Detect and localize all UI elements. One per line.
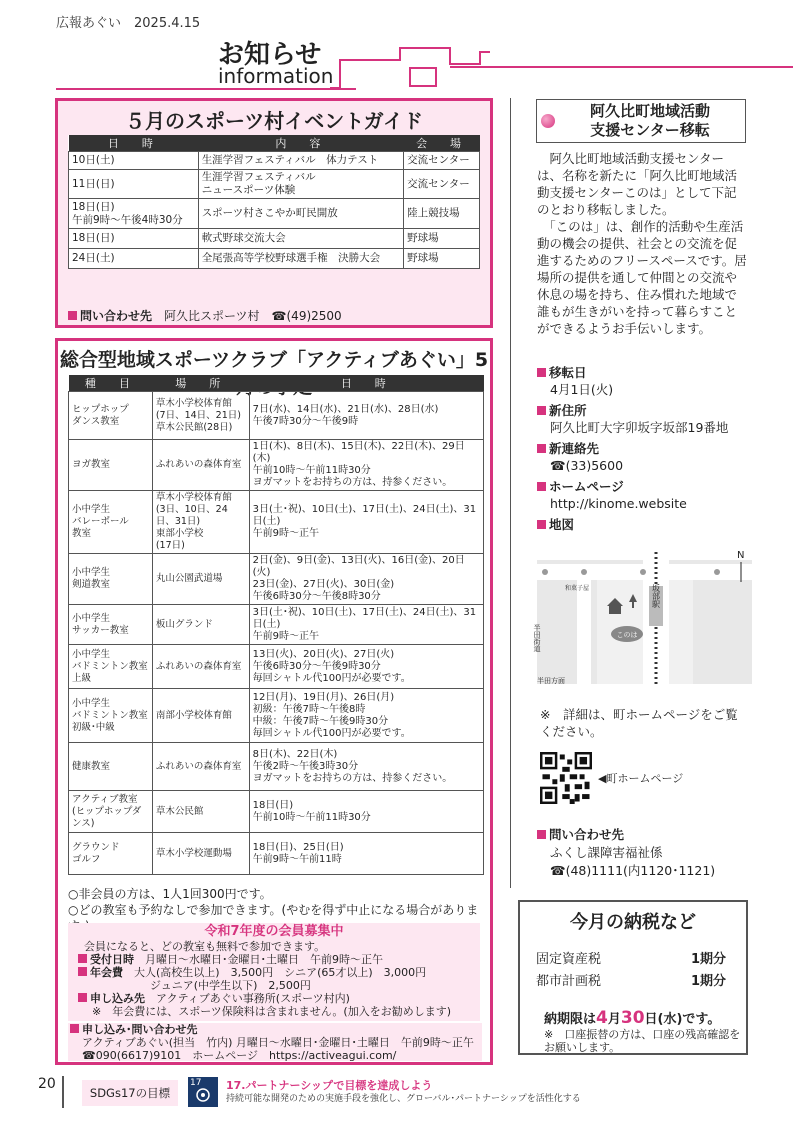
column-header: 内 容: [198, 135, 403, 152]
reception-label: 受付日時: [90, 953, 134, 966]
table-cell-event: 小中学生 剣道教室: [69, 554, 153, 605]
table-cell-place: ふれあいの森体育室: [152, 440, 249, 491]
table-cell-place: 丸山公園武道場: [152, 554, 249, 605]
item-value: ☎(33)5600: [550, 458, 624, 473]
map-station-label: 坂部駅: [651, 584, 661, 608]
active-agui-title: 総合型地域スポーツクラブ「アクティブあぐい」5: [59, 349, 489, 371]
contact-label: 問い合わせ先: [549, 827, 625, 842]
table-cell-place: 草木小学校体育館 (7日、14日、21日) 草木公民館(28日): [152, 392, 249, 440]
table-cell-event: 小中学生 バレーボール 教室: [69, 491, 153, 554]
contact-line: アクティブあぐい(担当 竹内) 月曜日～水曜日･金曜日･土曜日 午前9時～正午: [82, 1036, 474, 1049]
due-month: 4: [596, 1008, 608, 1028]
sdgs-label: SDGs17の目標: [82, 1080, 178, 1106]
item-label: ホームページ: [549, 479, 624, 494]
sports-village-table: [68, 135, 480, 269]
item-label: 新住所: [549, 403, 587, 418]
support-center-body: [537, 150, 747, 337]
homepage: [537, 478, 687, 512]
tax-due: [544, 1008, 720, 1028]
column-divider: [510, 98, 511, 888]
sdgs-description: 持続可能な開発のための実施手段を強化し、グローバル･パートナーシップを活性化する: [226, 1094, 581, 1104]
column-header: 場 所: [152, 375, 249, 392]
table-cell-place: 南部小学校体育館: [152, 689, 249, 743]
table-row: [69, 605, 484, 645]
qr-code-icon[interactable]: [540, 752, 592, 804]
location-map: [533, 550, 752, 685]
tax-name: 都市計画税: [536, 974, 602, 989]
tax-term: 1期分: [690, 952, 726, 967]
table-cell-time: 12日(月)、19日(月)、26日(月) 初級：午後7時～午後8時 中級：午後7時～午後9時30分 毎回シャトル代100円が必要です。: [249, 689, 483, 743]
support-center-heading: [536, 99, 746, 143]
apply-text: アクティブあぐい事務所(スポーツ村内): [156, 992, 350, 1005]
new-address: [537, 402, 728, 436]
tax-name: 固定資産税: [536, 952, 602, 967]
contact-text: 阿久比スポーツ村 ☎(49)2500: [164, 309, 342, 323]
contact-label: 問い合わせ先: [80, 309, 153, 323]
table-row: [69, 229, 480, 249]
table-cell-time: 18日(日) 午前10時～午前11時30分: [249, 791, 483, 833]
map-place-label: このは: [616, 631, 638, 639]
table-cell-venue: 交流センター: [404, 170, 480, 199]
table-cell-time: 2日(金)、9日(金)、13日(火)、16日(金)、20日(火) 23日(金)、27日(火)、30日(金) 午後6時30分～午後8時30分: [249, 554, 483, 605]
due-day: 30: [620, 1008, 645, 1028]
table-cell-content: 生涯学習フェスティバル ニュースポーツ体験: [198, 170, 403, 199]
table-cell-event: 小中学生 バドミントン教室 初級･中級: [69, 689, 153, 743]
table-cell-date: 10日(土): [69, 152, 199, 170]
fee-label: 年会費: [90, 966, 123, 979]
member-recruitment: [68, 923, 480, 1021]
table-row: [69, 645, 484, 689]
table-cell-venue: 交流センター: [404, 152, 480, 170]
table-row: [69, 392, 484, 440]
table-cell-time: 7日(水)、14日(水)、21日(水)、28日(水) 午後7時30分～午後9時: [249, 392, 483, 440]
header-rule: [56, 88, 356, 90]
table-cell-event: アクティブ教室 (ヒップホップダンス): [69, 791, 153, 833]
table-cell-date: 11日(日): [69, 170, 199, 199]
table-cell-place: ふれあいの森体育室: [152, 645, 249, 689]
apply-note: ※ 年会費には、スポーツ保険料は含まれません。(加入をお勧めします): [92, 1005, 452, 1018]
body-paragraph: 「このは」は、創作的活動や生産活動の機会の提供、社会との交流を促進するためのフリースペースです。居場所の提供を通して仲間との交流や休息の場を持ち、住み慣れた地域で誰もが生きがいを持って暮らすことができるようお手伝いします。: [537, 219, 747, 336]
column-header: 種 目: [69, 375, 153, 392]
sdgs-goal-icon: [188, 1077, 218, 1107]
item-label: 移転日: [549, 365, 587, 380]
table-cell-time: 18日(日)、25日(日) 午前9時～午前11時: [249, 833, 483, 875]
table-cell-place: 草木小学校体育館 (3日、10日、24日、31日) 東部小学校 (17日): [152, 491, 249, 554]
column-header: 日 時: [69, 135, 199, 152]
map-road-label: 半田街道: [533, 624, 541, 652]
sports-village-box: [55, 98, 493, 328]
contact-label: 申し込み･問い合わせ先: [82, 1023, 198, 1036]
table-row: [69, 743, 484, 791]
heading-line: 支援センター移転: [590, 121, 710, 139]
reception-text: 月曜日～水曜日･金曜日･土曜日 午前9時～正午: [145, 953, 383, 966]
support-center-contact: [537, 826, 715, 880]
active-agui-box: [55, 338, 493, 1065]
table-row: [69, 791, 484, 833]
table-row: [69, 170, 480, 199]
contact-line: ふくし課障害福祉係: [550, 845, 663, 860]
map-north-label: N: [737, 550, 745, 561]
table-cell-place: 草木小学校運動場: [152, 833, 249, 875]
tax-title: 今月の納税など: [570, 912, 696, 933]
table-row: [69, 199, 480, 229]
homepage-link[interactable]: http://kinome.website: [550, 496, 687, 511]
fee-text-junior: ジュニア(中学生以下) 2,500円: [150, 979, 311, 992]
note-line: ○非会員の方は、1人1回300円です。: [68, 887, 272, 901]
due-mid: 月: [607, 1012, 621, 1027]
sdgs-title: 17.パートナーシップで目標を達成しよう: [226, 1079, 433, 1092]
tax-row: [536, 948, 726, 967]
page-number: 20: [38, 1076, 56, 1092]
table-cell-content: 生涯学習フェスティバル 体力テスト: [198, 152, 403, 170]
table-cell-time: 8日(木)、22日(木) 午後2時～午後3時30分 ヨガマットをお持ちの方は、持参ください。: [249, 743, 483, 791]
qr-label: ◀町ホームページ: [598, 772, 684, 785]
table-cell-date: 18日(日) 午前9時～午後4時30分: [69, 199, 199, 229]
map-direction-label: 半田方面: [537, 677, 565, 685]
table-cell-date: 24日(土): [69, 249, 199, 269]
table-row: [69, 689, 484, 743]
table-cell-event: グラウンド ゴルフ: [69, 833, 153, 875]
due-prefix: 納期限は: [544, 1012, 597, 1027]
sdgs-goal-number: 17: [190, 1078, 202, 1088]
move-date: [537, 364, 613, 398]
table-cell-event: 健康教室: [69, 743, 153, 791]
active-contact: [68, 1023, 482, 1061]
header-decoration: [330, 38, 490, 90]
table-cell-venue: 野球場: [404, 249, 480, 269]
sports-village-contact: [68, 307, 342, 324]
detail-note: ※ 詳細は、町ホームページをご覧ください。: [540, 707, 738, 739]
page-subtitle: information: [218, 64, 334, 88]
heading-line: 阿久比町地域活動: [589, 102, 710, 120]
header-rule-right: [450, 66, 793, 68]
table-row: [69, 491, 484, 554]
table-cell-event: 小中学生 サッカー教室: [69, 605, 153, 645]
item-value: 4月1日(火): [550, 382, 614, 397]
member-title: 令和7年度の会員募集中: [204, 924, 344, 939]
contact-line: ☎090(6617)9101 ホームページ https://activeagui.com/: [82, 1049, 397, 1062]
contact-line: ☎(48)1111(内1120･1121): [550, 863, 716, 878]
table-cell-time: 1日(木)、8日(木)、15日(木)、22日(木)、29日(木) 午前10時～午前11時30分 ヨガマットをお持ちの方は、持参ください。: [249, 440, 483, 491]
table-cell-content: 軟式野球交流大会: [198, 229, 403, 249]
item-value: 阿久比町大字卯坂字坂部19番地: [550, 420, 729, 435]
map-shop-label: 和菓子屋: [565, 585, 590, 592]
sports-village-title: ５月のスポーツ村イベントガイド: [125, 109, 423, 133]
item-label: 地図: [549, 517, 575, 532]
table-cell-time: 3日(土･祝)、10日(土)、17日(土)、24日(土)、31日(土) 午前9時～正午: [249, 491, 483, 554]
note-line: ○どの教室も予約なしで参加できます。(やむを得ず中止になる場合がありま: [68, 903, 479, 917]
active-agui-table: [68, 375, 484, 875]
column-header: 会 場: [404, 135, 480, 152]
page-title: お知らせ: [218, 40, 322, 70]
table-cell-place: 草木公民館: [152, 791, 249, 833]
member-intro: 会員になると、どの教室も無料で参加できます。: [84, 940, 326, 953]
table-cell-venue: 野球場: [404, 229, 480, 249]
column-header: 日 時: [249, 375, 483, 392]
table-cell-event: ヒップホップ ダンス教室: [69, 392, 153, 440]
table-cell-content: 全尾張高等学校野球選手権 決勝大会: [198, 249, 403, 269]
fee-text: 大人(高校生以上) 3,500円 シニア(65才以上) 3,000円: [134, 966, 427, 979]
table-row: [69, 249, 480, 269]
table-cell-place: ふれあいの森体育室: [152, 743, 249, 791]
bullet-icon: [541, 114, 555, 128]
table-cell-time: 3日(土･祝)、10日(土)、17日(土)、24日(土)、31日(土) 午前9時～正午: [249, 605, 483, 645]
item-label: 新連絡先: [549, 441, 600, 456]
table-cell-place: 板山グランド: [152, 605, 249, 645]
map-heading: [537, 516, 574, 533]
table-row: [69, 833, 484, 875]
table-cell-time: 13日(火)、20日(火)、27日(火) 午後6時30分～午後9時30分 毎回シャトル代100円が必要です。: [249, 645, 483, 689]
footer-divider: [62, 1076, 64, 1108]
table-cell-content: スポーツ村さこやか町民開放: [198, 199, 403, 229]
table-row: [69, 440, 484, 491]
tax-note: ※ 口座振替の方は、口座の残高確認をお願いします。: [544, 1028, 741, 1054]
new-contact: [537, 440, 623, 474]
table-cell-event: 小中学生 バドミントン教室 上級: [69, 645, 153, 689]
table-row: [69, 554, 484, 605]
table-cell-venue: 陸上競技場: [404, 199, 480, 229]
due-suffix: 日(水)です。: [644, 1012, 721, 1027]
table-cell-date: 18日(日): [69, 229, 199, 249]
tax-box: [518, 900, 748, 1055]
tax-row: [536, 970, 726, 989]
body-paragraph: 阿久比町地域活動支援センターは、名称を新たに「阿久比町地域活動支援センターこのは」として下記のとおり移転しました。: [537, 151, 738, 217]
header-date: 広報あぐい 2025.4.15: [56, 16, 201, 31]
apply-label: 申し込み先: [90, 992, 145, 1005]
table-row: [69, 152, 480, 170]
tax-term: 1期分: [690, 974, 726, 989]
table-cell-event: ヨガ教室: [69, 440, 153, 491]
